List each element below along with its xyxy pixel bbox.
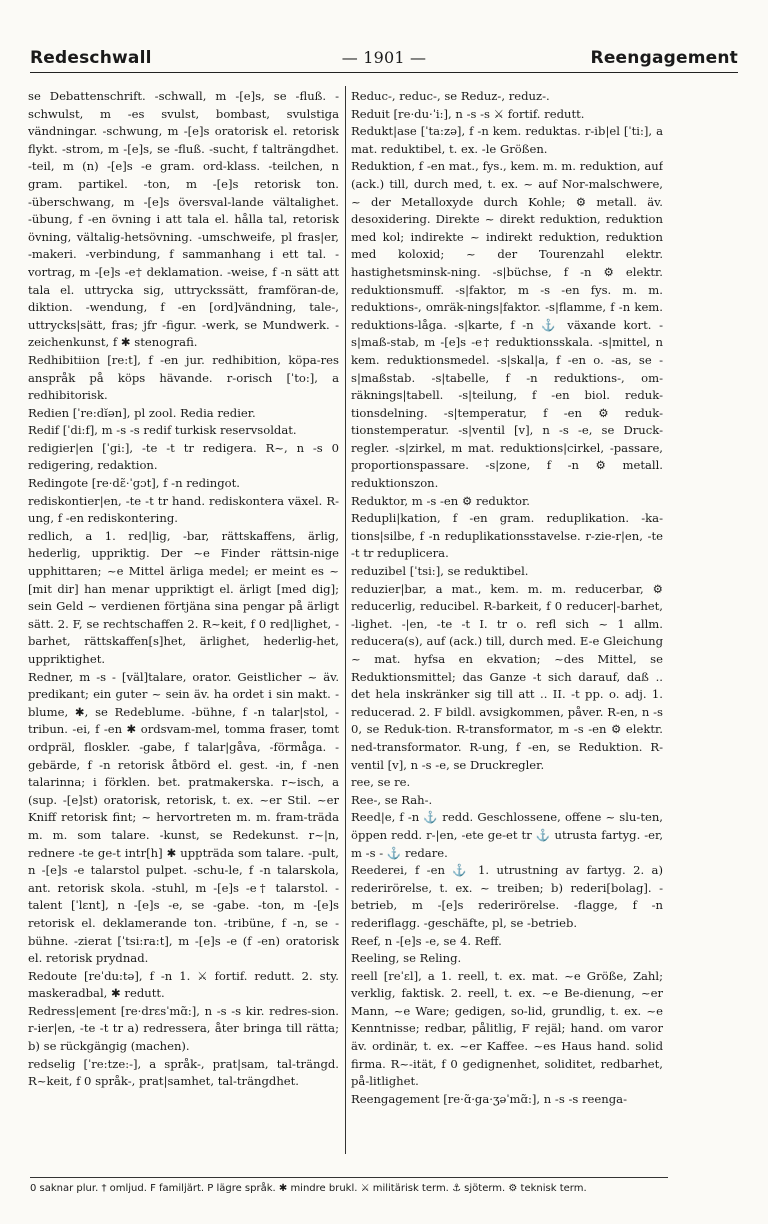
dictionary-entry: reduzibel [ˈtsi:], se reduktibel. (351, 564, 529, 579)
dictionary-entry: redigier|en [ˈgi:], -te -t tr redigera. R~, n -s 0 redigering, redaktion. (28, 440, 339, 473)
right-column (351, 88, 663, 1153)
dictionary-entry: Reduc-, reduc-, se Reduz-, reduz-. (351, 89, 550, 103)
dictionary-entry: Redukt|ase [ˈta:zə], f -n kem. reduktas. r-ib|el [ˈti:], a mat. reduktibel, t. ex. -le Größen. (351, 124, 663, 156)
column-divider (345, 86, 346, 1154)
dictionary-entry: Reduktor, m -s -en ⚙ reduktor. (351, 493, 530, 508)
dictionary-entry: ree, se re. (351, 775, 411, 790)
dictionary-entry: Reed|e, f -n ⚓ redd. Geschlossene, offene ~ slu-ten, öppen redd. r-|en, -ete ge-et tr ⚓ utrusta fartyg. -er, m -s - ⚓ redare. (351, 810, 663, 860)
dictionary-entry: Reef, n -[e]s -e, se 4. Reff. (351, 933, 502, 948)
dictionary-entry: Reduit [re·du·ˈi:], n -s -s ⚔ fortif. redutt. (351, 106, 585, 121)
dictionary-entry: reduzier|bar, a mat., kem. m. m. reducerbar, ⚙ reducerlig, reducibel. R-barkeit, f 0 reducer|-barhet, -lighet. -|en, -te -t I. tr o. refl sich ~ 1 allm. reducera(s), auf (ack.) till, durch med. E-e Gleichung ~ mat. hyfsa en ekvation; ~des Mittel, se Reduktionsmittel; das Ganze -t sich darauf, daß .. det hela inskränker sig till att .. II. -t pp. o. adj. 1. reducerad. 2. F bildl. avsigkommen, påver. R-en, n -s 0, se Reduk-tion. R-transformator, m -s -en ⚙ elektr. ned-transformator. R-ung, f -en, se Reduktion. R-ventil [v], n -s -e, se Druckregler. (351, 581, 663, 772)
dictionary-entry: Redoute [reˈdu:tə], f -n 1. ⚔ fortif. redutt. 2. sty. maskeradbal, ✱ redutt. (28, 968, 339, 1001)
dictionary-entry: Redingote [re·dɛ̃·ˈgɔt], f -n redingot. (28, 476, 240, 491)
dictionary-entry: Redien [ˈre:dĭən], pl zool. Redia redier. (28, 405, 256, 420)
header-guide-word-right: Reengagement (590, 48, 738, 68)
dictionary-entry: Reederei, f -en ⚓ 1. utrustning av fartyg. 2. a) rederirörelse, t. ex. ~ treiben; b) rederi[bolag]. -betrieb, m -[e]s rederirörelse. -flagge, f -n rederiflagg. -geschäfte, pl, se -betrieb. (351, 863, 663, 930)
dictionary-entry: Redress|ement [re·drɛsˈmɑ̃:], n -s -s kir. redres-sion. r-ier|en, -te -t tr a) redressera, åter bringa till rätta; b) se rückgängig (machen). (28, 1003, 339, 1054)
left-column (28, 88, 339, 1153)
dictionary-entry: redselig [ˈre:tze:-], a språk-, prat|sam, tal-trängd. R~keit, f 0 språk-, prat|samhet, tal-trängdhet. (28, 1056, 339, 1089)
dictionary-entry: reell [reˈɛl], a 1. reell, t. ex. mat. ~e Größe, Zahl; verklig, faktisk. 2. reell, t. ex. ~e Be-dienung, ~er Mann, ~e Ware; gedigen, so-lid, grundlig, t. ex. ~e Kenntnisse; redbar, pålitlig, F rejäl; hand. om varor äv. ordinär, t. ex. ~er Kaffee. ~es Haus hand. solid firma. R~-ität, f 0 gedignenhet, soliditet, redbarhet, på-litlighet. (351, 968, 663, 1089)
header-guide-word-left: Redeschwall (30, 48, 152, 68)
dictionary-entry: Ree-, se Rah-. (351, 792, 433, 807)
dictionary-entry: Reengagement [re·ɑ̃·ga·ʒəˈmɑ̃:], n -s -s reenga- (351, 1091, 627, 1106)
dictionary-entry: Redif [ˈdi:f], m -s -s redif turkisk reservsoldat. (28, 423, 297, 438)
dictionary-entry: Redupli|kation, f -en gram. reduplikation. -ka-tions|silbe, f -n reduplikationsstavelse. r-zie-r|en, -te -t tr reduplicera. (351, 511, 663, 561)
dictionary-entry: Redhibitiion [re:t], f -en jur. redhibition, köpa-res anspråk på köps hävande. r-orisch [ˈto:], a redhibitorisk. (28, 352, 339, 403)
footnote-rule (30, 1177, 668, 1178)
dictionary-entry: redlich, a 1. red|lig, -bar, rättskaffens, ärlig, hederlig, uppriktig. Der ~e Finder rättsin-nige upphittaren; ~e Mittel ärliga medel; er meint es ~ [mit dir] han menar uppriktigt el. ärligt [med dig]; sein Geld ~ verdienen förtjäna sina pengar på ärligt sätt. 2. F, se rechtschaffen 2. R~keit, f 0 red|lighet, -barhet, rättskaffen[s]het, ärlighet, hederlig-het, uppriktighet. (28, 528, 339, 666)
page-header (30, 48, 738, 73)
dictionary-entry: Reduktion, f -en mat., fys., kem. m. m. reduktion, auf (ack.) till, durch med, t. ex. ~ auf Nor-malschwere, ~ der Metalloxyde durch Kohle; ⚙ metall. äv. desoxidering. Direkte ~ direkt reduktion, reduktion med kol; indirekte ~ indirekt reduktion, reduktion med koloxid; ~ der Tourenzahl elektr. hastighetsminsk-ning. -s|büchse, f -n ⚙ elektr. reduktionsmuff. -s|faktor, m -s -en fys. m. m. reduktions-, omräk-nings|faktor. -s|flamme, f -n kem. reduktions-låga. -s|karte, f -n ⚓ växande kort. -s|maß-stab, m -[e]s -e† reduktionsskala. -s|mittel, n kem. reduktionsmedel. -s|skal|a, f -en o. -as, se -s|maßstab. -s|tabelle, f -n reduktions-, om-räknings|tabell. -s|teilung, f -en biol. reduk-tionsdelning. -s|temperatur, f -en ⚙ reduk-tionstemperatur. -s|ventil [v], n -s -e, se Druck-regler. -s|zirkel, m mat. reduktions|cirkel, -passare, proportionspassare. -s|zone, f -n ⚙ metall. reduktionszon. (351, 159, 663, 491)
dictionary-entry: se Debattenschrift. -schwall, m -[e]s, se -fluß. -schwulst, m -es svulst, bombast, svulstiga vändningar. -schwung, m -[e]s oratorisk el. retorisk flykt. -strom, m -[e]s, se -fluß. -sucht, f talträngdhet. -teil, m (n) -[e]s -e gram. ord-klass. -teilchen, n gram. partikel. -ton, m -[e]s retorisk ton. -überschwang, m -[e]s översval-lande vältalighet. -übung, f -en övning i att tala el. hålla tal, retorisk övning, vältalig-hetsövning. -umschweife, pl fras|er, -makeri. -verbindung, f sammanhang i ett tal. -vortrag, m -[e]s -e† deklamation. -weise, f -n sätt att tala el. uttrycka sig, uttryckssätt, framföran-de, diktion. -wendung, f -en [ord]vändning, tale-, uttrycks|sätt, fras; jfr -figur. -werk, se Mundwerk. -zeichenkunst, f ✱ stenografi. (28, 89, 339, 350)
dictionary-entry: Reeling, se Reling. (351, 951, 462, 966)
dictionary-entry: rediskontier|en, -te -t tr hand. rediskontera växel. R-ung, f -en rediskontering. (28, 493, 339, 526)
page-number: — 1901 — (341, 48, 427, 67)
abbreviation-key: 0 saknar plur. † omljud. F familjärt. P lägre språk. ✱ mindre brukl. ⚔ militärisk term. ⚓ sjöterm. ⚙ teknisk term. (30, 1183, 587, 1194)
dictionary-entry: Redner, m -s - [väl]talare, orator. Geistlicher ~ äv. predikant; ein guter ~ sein äv. ha ordet i sin makt. -blume, ✱, se Redeblume. -bühne, f -n talar|stol, -tribun. -ei, f -en ✱ ordsvam-mel, tomma fraser, tomt ordpräl, floskler. -gabe, f talar|gåva, -förmåga. -gebärde, f -n retorisk åtbörd el. gest. -in, f -nen talarinna; i förklen. bet. pratmakerska. r~isch, a (sup. -[e]st) oratorisk, retorisk, t. ex. ~er Stil. ~er Kniff retorisk fint; ~ hervortreten m. m. fram-träda m. m. som talare. -kunst, se Redekunst. r~|n, rednere -te ge-t intr[h] ✱ uppträda som talare. -pult, n -[e]s -e talarstol pulpet. -schu-le, f -n talarskola, ant. retorisk skola. -stuhl, m -[e]s -e† talarstol. -talent [ˈlɛnt], n -[e]s -e, se -gabe. -ton, m -[e]s retorisk el. deklamerande ton. -tribüne, f -n, se -bühne. -zierat [ˈtsi:ra:t], m -[e]s -e (f -en) oratorisk el. retorisk prydnad. (28, 669, 339, 966)
